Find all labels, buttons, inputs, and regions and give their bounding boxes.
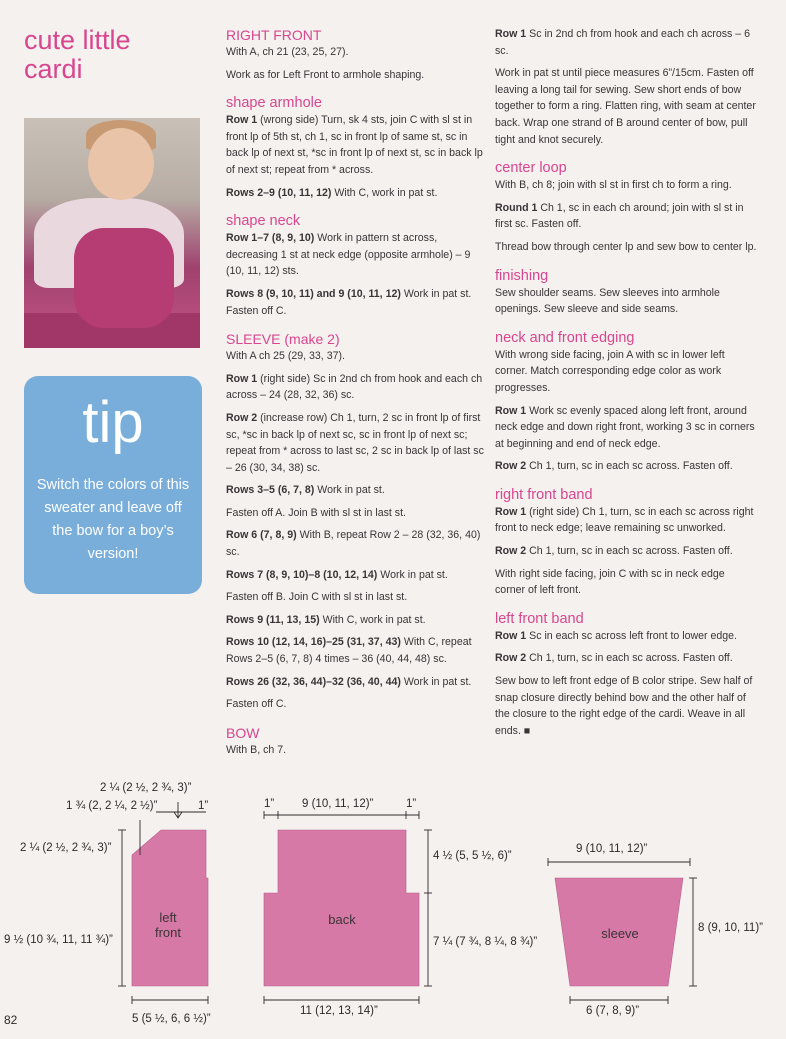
sleeve-fasten-b: Fasten off B. Join C with sl st in last st. xyxy=(226,591,408,604)
center-loop-p2: Thread bow through center lp and sew bow to center lp. xyxy=(495,240,757,253)
dim-back-top-right: 1” xyxy=(406,798,417,810)
sleeve-rows26: Rows 26 (32, 36, 44)–32 (36, 40, 44) Work in pat st. xyxy=(226,675,472,688)
dim-back-top-left: 1” xyxy=(264,798,275,810)
heading-sleeve: SLEEVE (make 2) xyxy=(226,331,340,348)
dim-back-top-center: 9 (10, 11, 12)” xyxy=(302,798,374,810)
dim-sleeve-bottom: 6 (7, 8, 9)” xyxy=(586,1005,640,1017)
right-band-row2: Row 2 Ch 1, turn, sc in each sc across. Fasten off. xyxy=(495,545,733,558)
dim-sleeve-length: 8 (9, 10, 11)” xyxy=(698,922,763,934)
tip-heading: tip xyxy=(82,390,144,455)
neck-edging-row1: Row 1 Work sc evenly spaced along left front, around neck edge and down right front, working 3 sc in corners at beginning and end of neck edge. xyxy=(495,404,755,450)
dim-back-armhole: 4 ½ (5, 5 ½, 6)” xyxy=(433,850,512,862)
center-loop-round1: Round 1 Ch 1, sc in each ch around; join with sl st in first sc. Fasten off. xyxy=(495,201,744,231)
dim-left-front-top: 2 ¼ (2 ½, 2 ¾, 3)” xyxy=(100,782,192,794)
title-line-1: cute little xyxy=(24,25,131,55)
dim-left-front-neck-depth: 2 ¼ (2 ½, 2 ¾, 3)” xyxy=(20,842,112,854)
bow-p2: Work in pat st until piece measures 6”/15cm. Fasten off leaving a long tail for sewing. Sew short ends of bow together to form a ring. Flatten ring, with seam at center back. Wrap one strand of B around center of bow, pull tight and knot securely. xyxy=(495,67,756,146)
sleeve-rows10: Rows 10 (12, 14, 16)–25 (31, 37, 43) With C, repeat Rows 2–5 (6, 7, 8) 4 times – 36 (40, 44, 48) sc. xyxy=(226,636,472,666)
heading-right-front: RIGHT FRONT xyxy=(226,27,322,43)
sleeve-rows9: Rows 9 (11, 13, 15) With C, work in pat st. xyxy=(226,613,426,626)
right-band-p1: With right side facing, join C with sc in neck edge corner of left front. xyxy=(495,567,725,597)
left-front-shape xyxy=(132,830,208,986)
sleeve-row1: Row 1 (right side) Sc in 2nd ch from hook and each ch across – 24 (28, 32, 36) sc. xyxy=(226,372,483,402)
dim-back-side: 7 ¼ (7 ¾, 8 ¼, 8 ¾)” xyxy=(433,936,538,948)
armhole-row1: Row 1 (wrong side) Turn, sk 4 sts, join C with sl st in front lp of 5th st, ch 1, sc in front lp of same st, sc in back lp of next st, *sc in front lp of next st, sc in back lp of next st; repeat from * across. xyxy=(226,114,483,176)
neck-edging-p1: With wrong side facing, join A with sc in lower left corner. Match corresponding edge color as work progresses. xyxy=(495,348,725,394)
sleeve-row6: Row 6 (7, 8, 9) With B, repeat Row 2 – 28 (32, 36, 40) sc. xyxy=(226,529,481,559)
sleeve-p1: With A ch 25 (29, 33, 37). xyxy=(226,350,345,363)
bow-row1: Row 1 Sc in 2nd ch from hook and each ch across – 6 sc. xyxy=(495,28,750,57)
left-band-row1: Row 1 Sc in each sc across left front to lower edge. xyxy=(495,629,738,642)
finishing-p1: Sew shoulder seams. Sew sleeves into armhole openings. Sew sleeve and side seams. xyxy=(495,286,720,316)
sleeve-fasten-c: Fasten off C. xyxy=(226,698,287,711)
heading-left-band: left front band xyxy=(495,610,584,627)
dim-left-front-length: 9 ½ (10 ¾, 11, 11 ¾)” xyxy=(4,934,113,946)
center-loop-p1: With B, ch 8; join with sl st in first ch to form a ring. xyxy=(495,179,732,192)
sleeve-label: sleeve xyxy=(601,926,639,941)
heading-shape-armhole: shape armhole xyxy=(226,95,322,112)
heading-right-band: right front band xyxy=(495,486,593,503)
dim-sleeve-top: 9 (10, 11, 12)” xyxy=(576,843,648,855)
right-front-p2: Work as for Left Front to armhole shaping. xyxy=(226,68,425,81)
neck-edging-row2: Row 2 Ch 1, turn, sc in each sc across. Fasten off. xyxy=(495,460,733,473)
heading-finishing: finishing xyxy=(495,267,549,284)
heading-bow: BOW xyxy=(226,724,260,741)
left-front-label: left front xyxy=(154,910,181,940)
title-line-2: cardi xyxy=(24,54,83,84)
dim-left-front-neck-width: 1 ¾ (2, 2 ¼, 2 ½)” xyxy=(66,800,158,812)
dim-back-bottom: 11 (12, 13, 14)” xyxy=(300,1005,378,1017)
left-band-row2: Row 2 Ch 1, turn, sc in each sc across. Fasten off. xyxy=(495,652,733,665)
bow-p1: With B, ch 7. xyxy=(226,743,287,756)
neck-rows: Rows 8 (9, 10, 11) and 9 (10, 11, 12) Work in pat st. Fasten off C. xyxy=(226,287,472,317)
left-band-p1: Sew bow to left front edge of B color stripe. Sew half of snap closure directly behind bow and the other half of the closure to the right edge of the cardi. Weave in all ends. ■ xyxy=(495,675,753,737)
sleeve-rows7: Rows 7 (8, 9, 10)–8 (10, 12, 14) Work in pat st. xyxy=(226,568,448,581)
back-shape xyxy=(264,830,419,986)
sleeve-fasten-a: Fasten off A. Join B with sl st in last st. xyxy=(226,506,406,519)
armhole-rows: Rows 2–9 (10, 11, 12) With C, work in pat st. xyxy=(226,186,438,199)
sleeve-row2: Row 2 (increase row) Ch 1, turn, 2 sc in front lp of first sc, *sc in back lp of next sc, sc in front lp of next sc; repeat from * across to last sc, 2 sc in back lp of last sc – 26 (30, 34, 38) sc. xyxy=(226,411,484,474)
neck-row: Row 1–7 (8, 9, 10) Work in pattern st across, decreasing 1 st at neck edge (opposite armhole) – 9 (10, 11, 12) sts. xyxy=(226,232,471,278)
dim-left-front-bottom: 5 (5 ½, 6, 6 ½)” xyxy=(132,1013,211,1025)
heading-center-loop: center loop xyxy=(495,160,567,177)
back-label: back xyxy=(328,912,356,927)
tip-text: Switch the colors of this sweater and leave off the bow for a boy’s version! xyxy=(36,477,190,562)
page-number: 82 xyxy=(4,1013,18,1027)
right-front-p1: With A, ch 21 (23, 25, 27). xyxy=(226,46,349,58)
right-band-row1: Row 1 (right side) Ch 1, turn, sc in each sc across right front to neck edge; leave remaining sc unworked. xyxy=(495,505,754,535)
dim-left-front-band: 1” xyxy=(198,800,209,812)
heading-neck-edging: neck and front edging xyxy=(495,329,635,346)
sleeve-rows3-5: Rows 3–5 (6, 7, 8) Work in pat st. xyxy=(226,484,385,497)
heading-shape-neck: shape neck xyxy=(226,213,301,230)
